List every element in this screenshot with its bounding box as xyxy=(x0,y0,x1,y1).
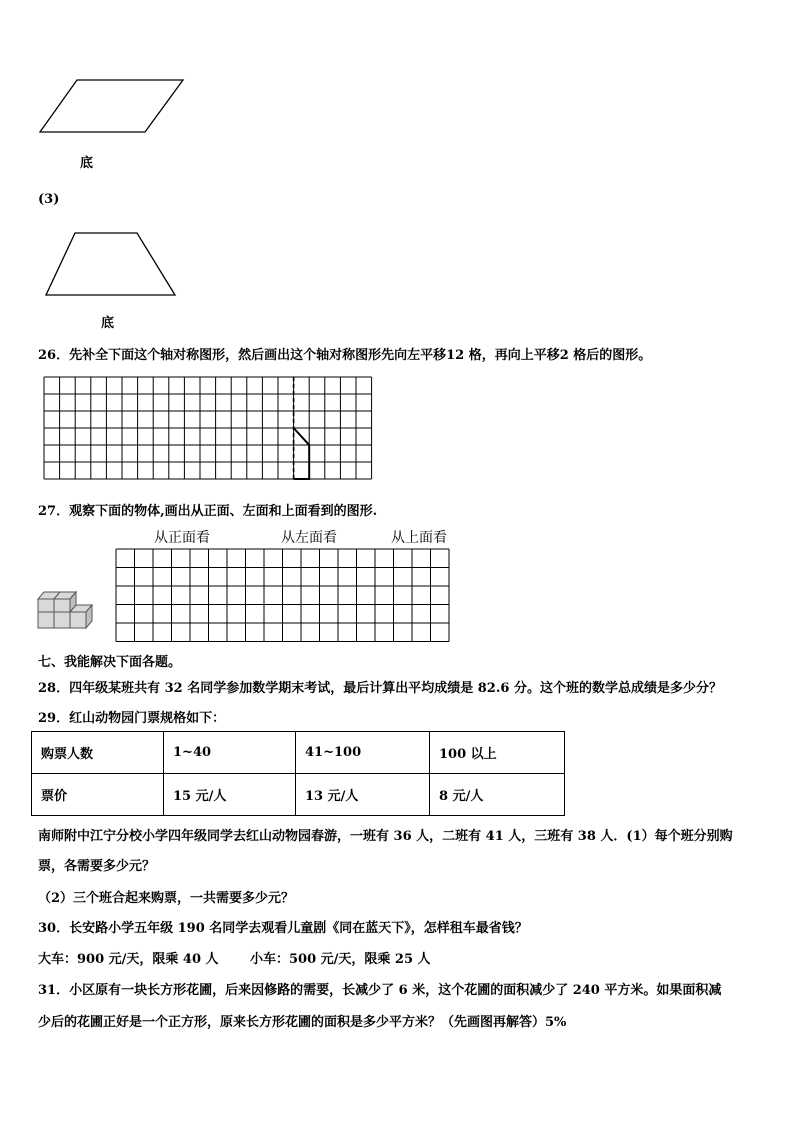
trapezoid-base-label: 底 xyxy=(101,316,115,331)
ticket-price-table xyxy=(31,731,565,816)
parallelogram-base-label: 底 xyxy=(80,156,94,171)
table-cell: 票价 xyxy=(32,774,164,816)
cube-solid-figure xyxy=(36,587,96,632)
q26-grid xyxy=(43,376,373,481)
table-cell: 13 元/人 xyxy=(296,774,430,816)
question-29-part2: （2）三个班合起来购票，一共需要多少元？ xyxy=(38,891,295,906)
question-26-text: 26．先补全下面这个轴对称图形，然后画出这个轴对称图形先向左平移12 格，再向上平移2 格后的图形。 xyxy=(38,348,652,363)
question-31-line2: 少后的花圃正好是一个正方形，原来长方形花圃的面积是多少平方米？（先画图再解答）5% xyxy=(38,1015,567,1030)
table-cell: 15 元/人 xyxy=(164,774,296,816)
table-row xyxy=(32,774,565,816)
q27-grid xyxy=(115,548,450,643)
question-27-text: 27．观察下面的物体,画出从正面、左面和上面看到的图形. xyxy=(38,504,378,519)
table-cell: 1~40 xyxy=(164,732,296,774)
question-31-line1: 31．小区原有一块长方形花圃，后来因修路的需要，长减少了 6 米，这个花圃的面积减少了 240 平方米。如果面积减 xyxy=(38,983,722,998)
table-cell: 购票人数 xyxy=(32,732,164,774)
question-28-text: 28．四年级某班共有 32 名同学参加数学期末考试，最后计算出平均成绩是 82.6 分。这个班的数学总成绩是多少分？ xyxy=(38,681,722,696)
left-view-label: 从左面看 xyxy=(281,530,337,546)
section-7-title: 七、我能解决下面各题。 xyxy=(38,655,182,670)
question-29-paragraph-line2: 票，各需要多少元？ xyxy=(38,859,156,874)
item-3-label: (3) xyxy=(38,192,60,207)
question-30-text: 30．长安路小学五年级 190 名同学去观看儿童剧《同在蓝天下》，怎样租车最省钱？ xyxy=(38,921,528,936)
small-bus-info: 小车：500 元/天，限乘 25 人 xyxy=(250,952,431,967)
table-cell: 100 以上 xyxy=(430,732,565,774)
half-figure-outline xyxy=(294,428,310,479)
big-bus-info: 大车：900 元/天，限乘 40 人 xyxy=(38,952,219,967)
table-cell: 8 元/人 xyxy=(430,774,565,816)
table-row xyxy=(32,732,565,774)
front-view-label: 从正面看 xyxy=(154,530,210,546)
question-29-text: 29．红山动物园门票规格如下： xyxy=(38,711,226,726)
table-cell: 41~100 xyxy=(296,732,430,774)
question-29-paragraph-line1: 南师附中江宁分校小学四年级同学去红山动物园春游，一班有 36 人，二班有 41 人，三班有 38 人．(1）每个班分别购 xyxy=(38,829,733,844)
top-view-label: 从上面看 xyxy=(391,530,447,546)
